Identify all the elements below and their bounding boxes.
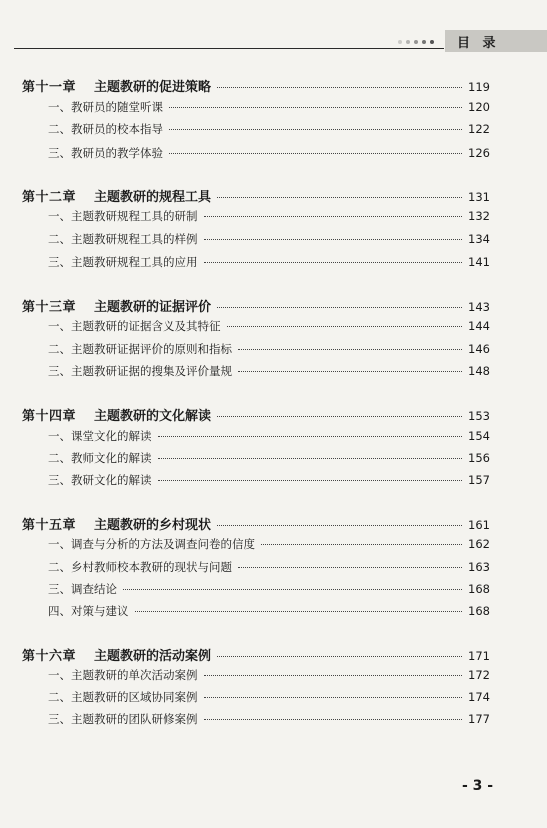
toc-section[interactable]: 三、主题教研规程工具的应用 141: [48, 255, 490, 269]
section-tab-label: 目 录: [457, 35, 500, 51]
toc-section[interactable]: 二、主题教研的区域协同案例 174: [48, 690, 490, 704]
toc-section[interactable]: 二、主题教研规程工具的样例 134: [48, 232, 490, 246]
toc-section[interactable]: 一、主题教研的单次活动案例 172: [48, 668, 490, 682]
toc-section[interactable]: 二、主题教研证据评价的原则和指标 146: [48, 342, 490, 356]
toc-section[interactable]: 一、主题教研的证据含义及其特征 144: [48, 319, 490, 333]
toc-chapter[interactable]: 第十六章 主题教研的活动案例 171: [22, 649, 490, 664]
toc-section[interactable]: 一、课堂文化的解读 154: [48, 429, 490, 443]
toc-chapter[interactable]: 第十一章 主题教研的促进策略 119: [22, 80, 490, 95]
toc-section[interactable]: 一、教研员的随堂听课 120: [48, 100, 490, 114]
toc-section[interactable]: 一、主题教研规程工具的研制 132: [48, 209, 490, 223]
toc-chapter[interactable]: 第十四章 主题教研的文化解读 153: [22, 409, 490, 424]
header-dots: [398, 40, 434, 44]
toc-section[interactable]: 一、调查与分析的方法及调查问卷的信度 162: [48, 537, 490, 551]
toc-section[interactable]: 二、乡村教师校本教研的现状与问题 163: [48, 560, 490, 574]
toc-section[interactable]: 三、教研文化的解读 157: [48, 473, 490, 487]
page-number: - 3 -: [462, 778, 494, 794]
toc-section[interactable]: 三、主题教研的团队研修案例 177: [48, 712, 490, 726]
toc-section[interactable]: 三、主题教研证据的搜集及评价量规 148: [48, 364, 490, 378]
header-rule: [14, 48, 444, 49]
toc-chapter[interactable]: 第十二章 主题教研的规程工具 131: [22, 190, 490, 205]
toc-chapter[interactable]: 第十三章 主题教研的证据评价 143: [22, 300, 490, 315]
toc-page-number: 119: [468, 80, 490, 94]
toc-section[interactable]: 三、教研员的教学体验 126: [48, 146, 490, 160]
toc-section[interactable]: 三、调查结论 168: [48, 582, 490, 596]
toc-chapter[interactable]: 第十五章 主题教研的乡村现状 161: [22, 518, 490, 533]
toc-section[interactable]: 二、教师文化的解读 156: [48, 451, 490, 465]
section-tab: [445, 30, 547, 52]
toc-section[interactable]: 二、教研员的校本指导 122: [48, 122, 490, 136]
toc-section[interactable]: 四、对策与建议 168: [48, 604, 490, 618]
